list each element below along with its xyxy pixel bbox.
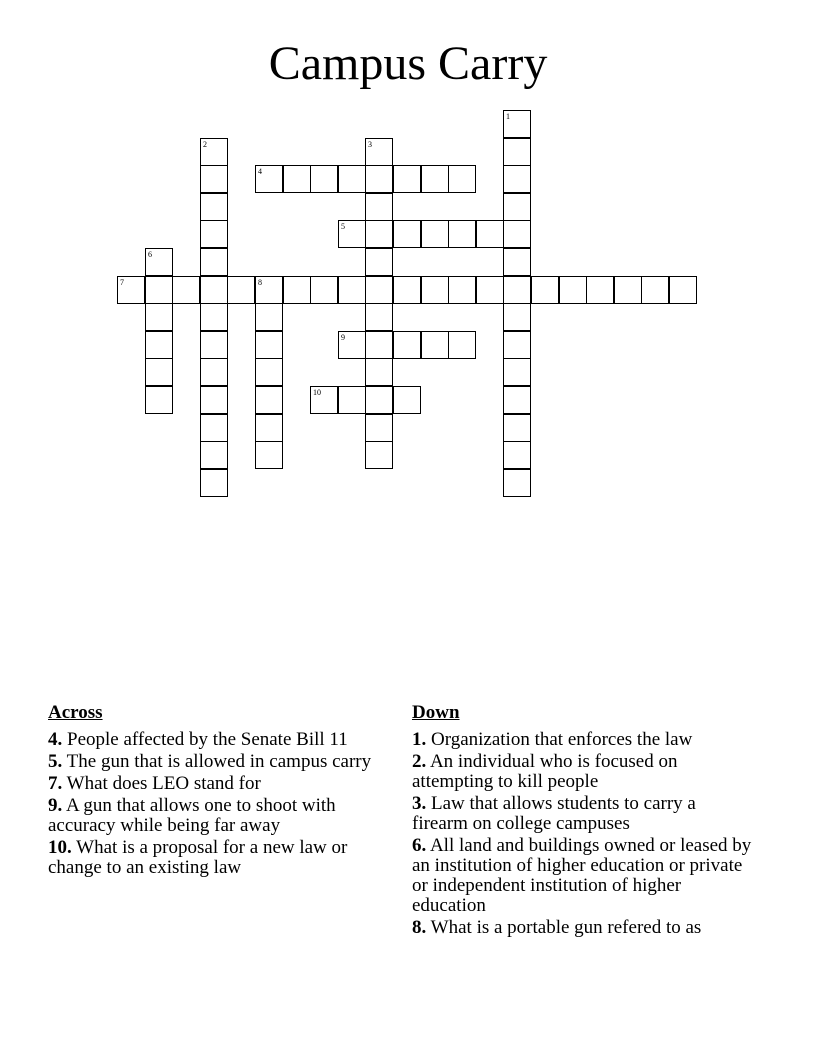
grid-cell[interactable] xyxy=(200,386,228,414)
grid-cell[interactable] xyxy=(255,414,283,442)
grid-cell[interactable] xyxy=(503,248,531,276)
grid-cell[interactable] xyxy=(448,276,476,304)
grid-cell[interactable] xyxy=(365,276,393,304)
grid-cell[interactable] xyxy=(200,303,228,331)
clue-number: 6 xyxy=(148,250,152,259)
grid-cell[interactable] xyxy=(365,358,393,386)
across-heading: Across xyxy=(48,702,103,723)
grid-cell[interactable] xyxy=(255,165,283,193)
grid-cell[interactable] xyxy=(200,220,228,248)
grid-cell[interactable] xyxy=(421,276,449,304)
grid-cell[interactable] xyxy=(117,276,145,304)
grid-cell[interactable] xyxy=(255,276,283,304)
grid-cell[interactable] xyxy=(255,331,283,359)
grid-cell[interactable] xyxy=(310,276,338,304)
grid-cell[interactable] xyxy=(503,469,531,497)
down-clue-1: 1. Organization that enforces the law xyxy=(412,729,693,750)
grid-cell[interactable] xyxy=(503,358,531,386)
grid-cell[interactable] xyxy=(200,358,228,386)
grid-cell[interactable] xyxy=(145,331,173,359)
grid-cell[interactable] xyxy=(145,248,173,276)
grid-cell[interactable] xyxy=(338,276,366,304)
clue-number: 4 xyxy=(258,167,262,176)
across-clue-7: 7. What does LEO stand for xyxy=(48,773,261,794)
down-clue-6: 6. All land and buildings owned or leased by an institution of higher education or private or independent institution of higher education xyxy=(412,835,752,916)
grid-cell[interactable] xyxy=(200,193,228,221)
grid-cell[interactable] xyxy=(365,138,393,166)
grid-cell[interactable] xyxy=(476,276,504,304)
grid-cell[interactable] xyxy=(227,276,255,304)
grid-cell[interactable] xyxy=(200,165,228,193)
grid-cell[interactable] xyxy=(310,165,338,193)
grid-cell[interactable] xyxy=(503,386,531,414)
grid-cell[interactable] xyxy=(365,331,393,359)
grid-cell[interactable] xyxy=(200,248,228,276)
grid-cell[interactable] xyxy=(145,358,173,386)
clue-number: 2 xyxy=(203,140,207,149)
grid-cell[interactable] xyxy=(200,276,228,304)
grid-cell[interactable] xyxy=(338,331,366,359)
grid-cell[interactable] xyxy=(503,303,531,331)
grid-cell[interactable] xyxy=(145,303,173,331)
grid-cell[interactable] xyxy=(669,276,697,304)
clue-number: 5 xyxy=(341,222,345,231)
grid-cell[interactable] xyxy=(641,276,669,304)
grid-cell[interactable] xyxy=(255,358,283,386)
grid-cell[interactable] xyxy=(421,220,449,248)
grid-cell[interactable] xyxy=(338,220,366,248)
grid-cell[interactable] xyxy=(200,138,228,166)
grid-cell[interactable] xyxy=(393,331,421,359)
grid-cell[interactable] xyxy=(503,110,531,138)
grid-cell[interactable] xyxy=(365,303,393,331)
clue-number: 9 xyxy=(341,333,345,342)
grid-cell[interactable] xyxy=(503,165,531,193)
down-clue-3: 3. Law that allows students to carry a firearm on college campuses xyxy=(412,793,696,834)
grid-cell[interactable] xyxy=(255,303,283,331)
grid-cell[interactable] xyxy=(586,276,614,304)
clue-number: 7 xyxy=(120,278,124,287)
grid-cell[interactable] xyxy=(503,220,531,248)
grid-cell[interactable] xyxy=(503,441,531,469)
grid-cell[interactable] xyxy=(476,220,504,248)
grid-cell[interactable] xyxy=(200,469,228,497)
grid-cell[interactable] xyxy=(255,386,283,414)
grid-cell[interactable] xyxy=(255,441,283,469)
grid-cell[interactable] xyxy=(614,276,642,304)
clue-number: 3 xyxy=(368,140,372,149)
grid-cell[interactable] xyxy=(283,165,311,193)
grid-cell[interactable] xyxy=(200,414,228,442)
grid-cell[interactable] xyxy=(393,165,421,193)
down-clue-8: 8. What is a portable gun refered to as xyxy=(412,917,702,938)
grid-cell[interactable] xyxy=(503,193,531,221)
grid-cell[interactable] xyxy=(200,441,228,469)
clue-number: 8 xyxy=(258,278,262,287)
grid-cell[interactable] xyxy=(448,165,476,193)
grid-cell[interactable] xyxy=(393,276,421,304)
clue-number: 10 xyxy=(313,388,321,397)
grid-cell[interactable] xyxy=(503,414,531,442)
grid-cell[interactable] xyxy=(448,220,476,248)
grid-cell[interactable] xyxy=(145,386,173,414)
across-clue-10: 10. What is a proposal for a new law or change to an existing law xyxy=(48,837,348,878)
clue-number: 1 xyxy=(506,112,510,121)
across-clue-5: 5. The gun that is allowed in campus carry xyxy=(48,751,372,772)
grid-cell[interactable] xyxy=(421,165,449,193)
grid-cell[interactable] xyxy=(310,386,338,414)
down-clues xyxy=(412,702,752,940)
grid-cell[interactable] xyxy=(365,165,393,193)
grid-cell[interactable] xyxy=(283,276,311,304)
grid-cell[interactable] xyxy=(365,193,393,221)
down-clue-2: 2. An individual who is focused on attempting to kill people xyxy=(412,751,678,792)
grid-cell[interactable] xyxy=(365,414,393,442)
down-heading: Down xyxy=(412,702,460,723)
grid-cell[interactable] xyxy=(503,331,531,359)
grid-cell[interactable] xyxy=(393,386,421,414)
grid-cell[interactable] xyxy=(448,331,476,359)
grid-cell[interactable] xyxy=(365,386,393,414)
grid-cell[interactable] xyxy=(365,441,393,469)
across-clue-4: 4. People affected by the Senate Bill 11 xyxy=(48,729,348,750)
grid-cell[interactable] xyxy=(365,220,393,248)
grid-cell[interactable] xyxy=(200,331,228,359)
grid-cell[interactable] xyxy=(338,386,366,414)
grid-cell[interactable] xyxy=(559,276,587,304)
puzzle-title: Campus Carry xyxy=(268,37,548,90)
across-clue-9: 9. A gun that allows one to shoot with accuracy while being far away xyxy=(48,795,336,836)
grid-cell[interactable] xyxy=(421,331,449,359)
grid-cell[interactable] xyxy=(365,248,393,276)
grid-cell[interactable] xyxy=(338,165,366,193)
grid-cell[interactable] xyxy=(531,276,559,304)
crossword-grid xyxy=(0,0,816,520)
grid-cell[interactable] xyxy=(172,276,200,304)
grid-cell[interactable] xyxy=(393,220,421,248)
grid-cell[interactable] xyxy=(503,138,531,166)
grid-cell[interactable] xyxy=(145,276,173,304)
grid-cell[interactable] xyxy=(503,276,531,304)
across-clues xyxy=(48,702,388,880)
